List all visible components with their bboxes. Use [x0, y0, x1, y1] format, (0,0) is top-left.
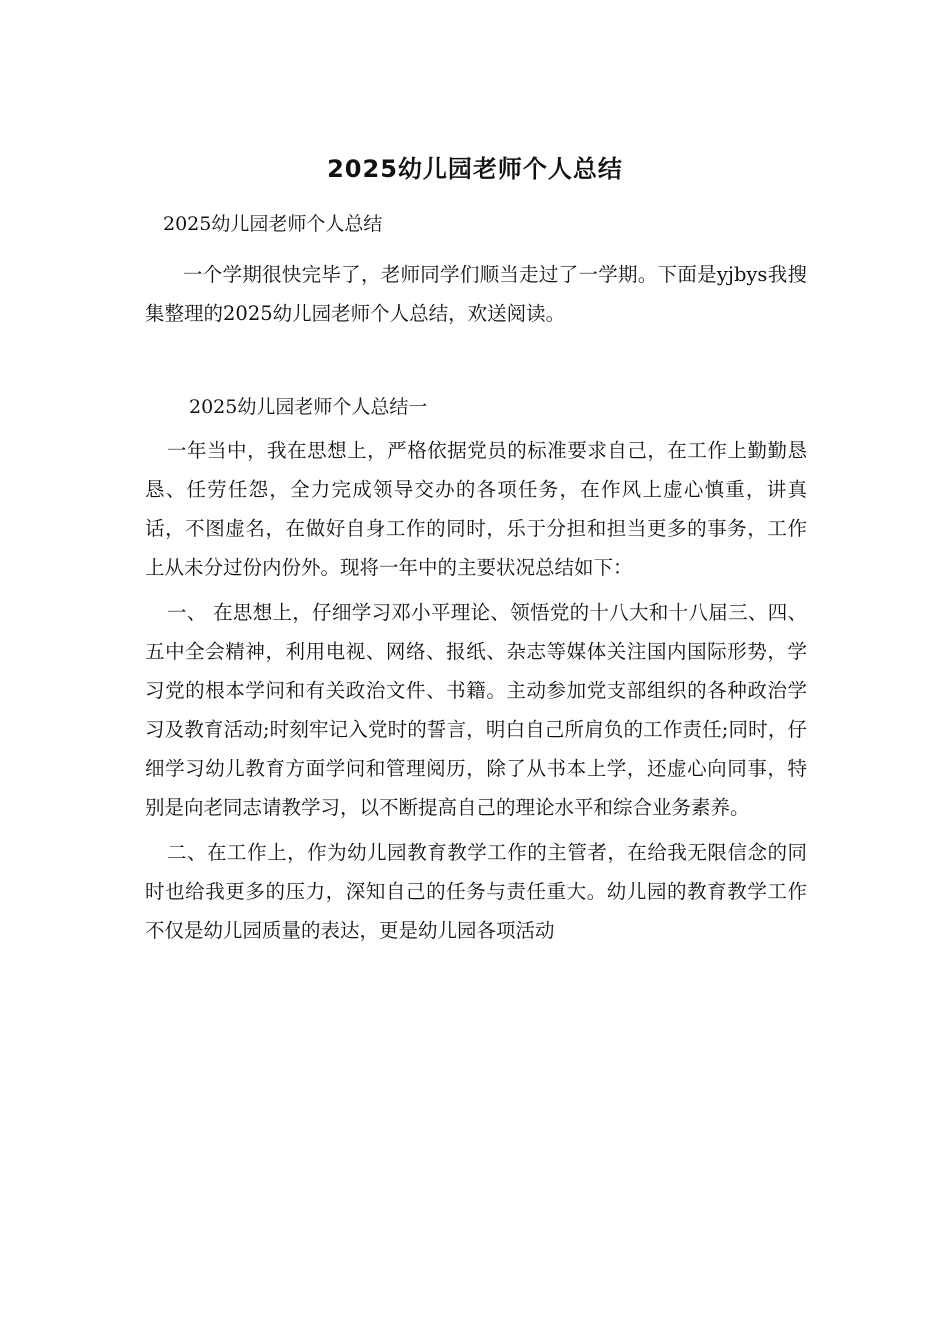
body-paragraph: 一、 在思想上，仔细学习邓小平理论、领悟党的十八大和十八届三、四、五中全会精神，利用电视、网络、报纸、杂志等媒体关注国内国际形势，学习党的根本学问和有关政治文件、书籍。主动参加党支部组织的各种政治学习及教育活动;时刻牢记入党时的誓言，明白自己所肩负的工作责任;同时，仔细学习幼儿教育方面学问和管理阅历，除了从书本上学，还虚心向同事，特别是向老同志请教学习，以不断提高自己的理论水平和综合业务素养。	[145, 601, 807, 819]
document-title: 2025幼儿园老师个人总结	[327, 155, 623, 183]
intro-paragraph: 一个学期很快完毕了，老师同学们顺当走过了一学期。下面是yjbys我搜集整理的2025幼儿园老师个人总结，欢送阅读。	[145, 263, 807, 325]
body-paragraph: 一年当中，我在思想上，严格依据党员的标准要求自己，在工作上勤勤恳恳、任劳任怨，全力完成领导交办的各项任务，在作风上虚心慎重，讲真话，不图虚名，在做好自身工作的同时，乐于分担和担当更多的事务，工作上从未分过份内份外。现将一年中的主要状况总结如下：	[145, 439, 807, 579]
section-title: 2025幼儿园老师个人总结一	[189, 396, 428, 418]
body-paragraph: 二、在工作上，作为幼儿园教育教学工作的主管者，在给我无限信念的同时也给我更多的压力，深知自己的任务与责任重大。幼儿园的教育教学工作不仅是幼儿园质量的表达，更是幼儿园各项活动	[145, 841, 807, 942]
document-body	[145, 255, 807, 950]
document-subtitle: 2025幼儿园老师个人总结	[163, 213, 383, 235]
